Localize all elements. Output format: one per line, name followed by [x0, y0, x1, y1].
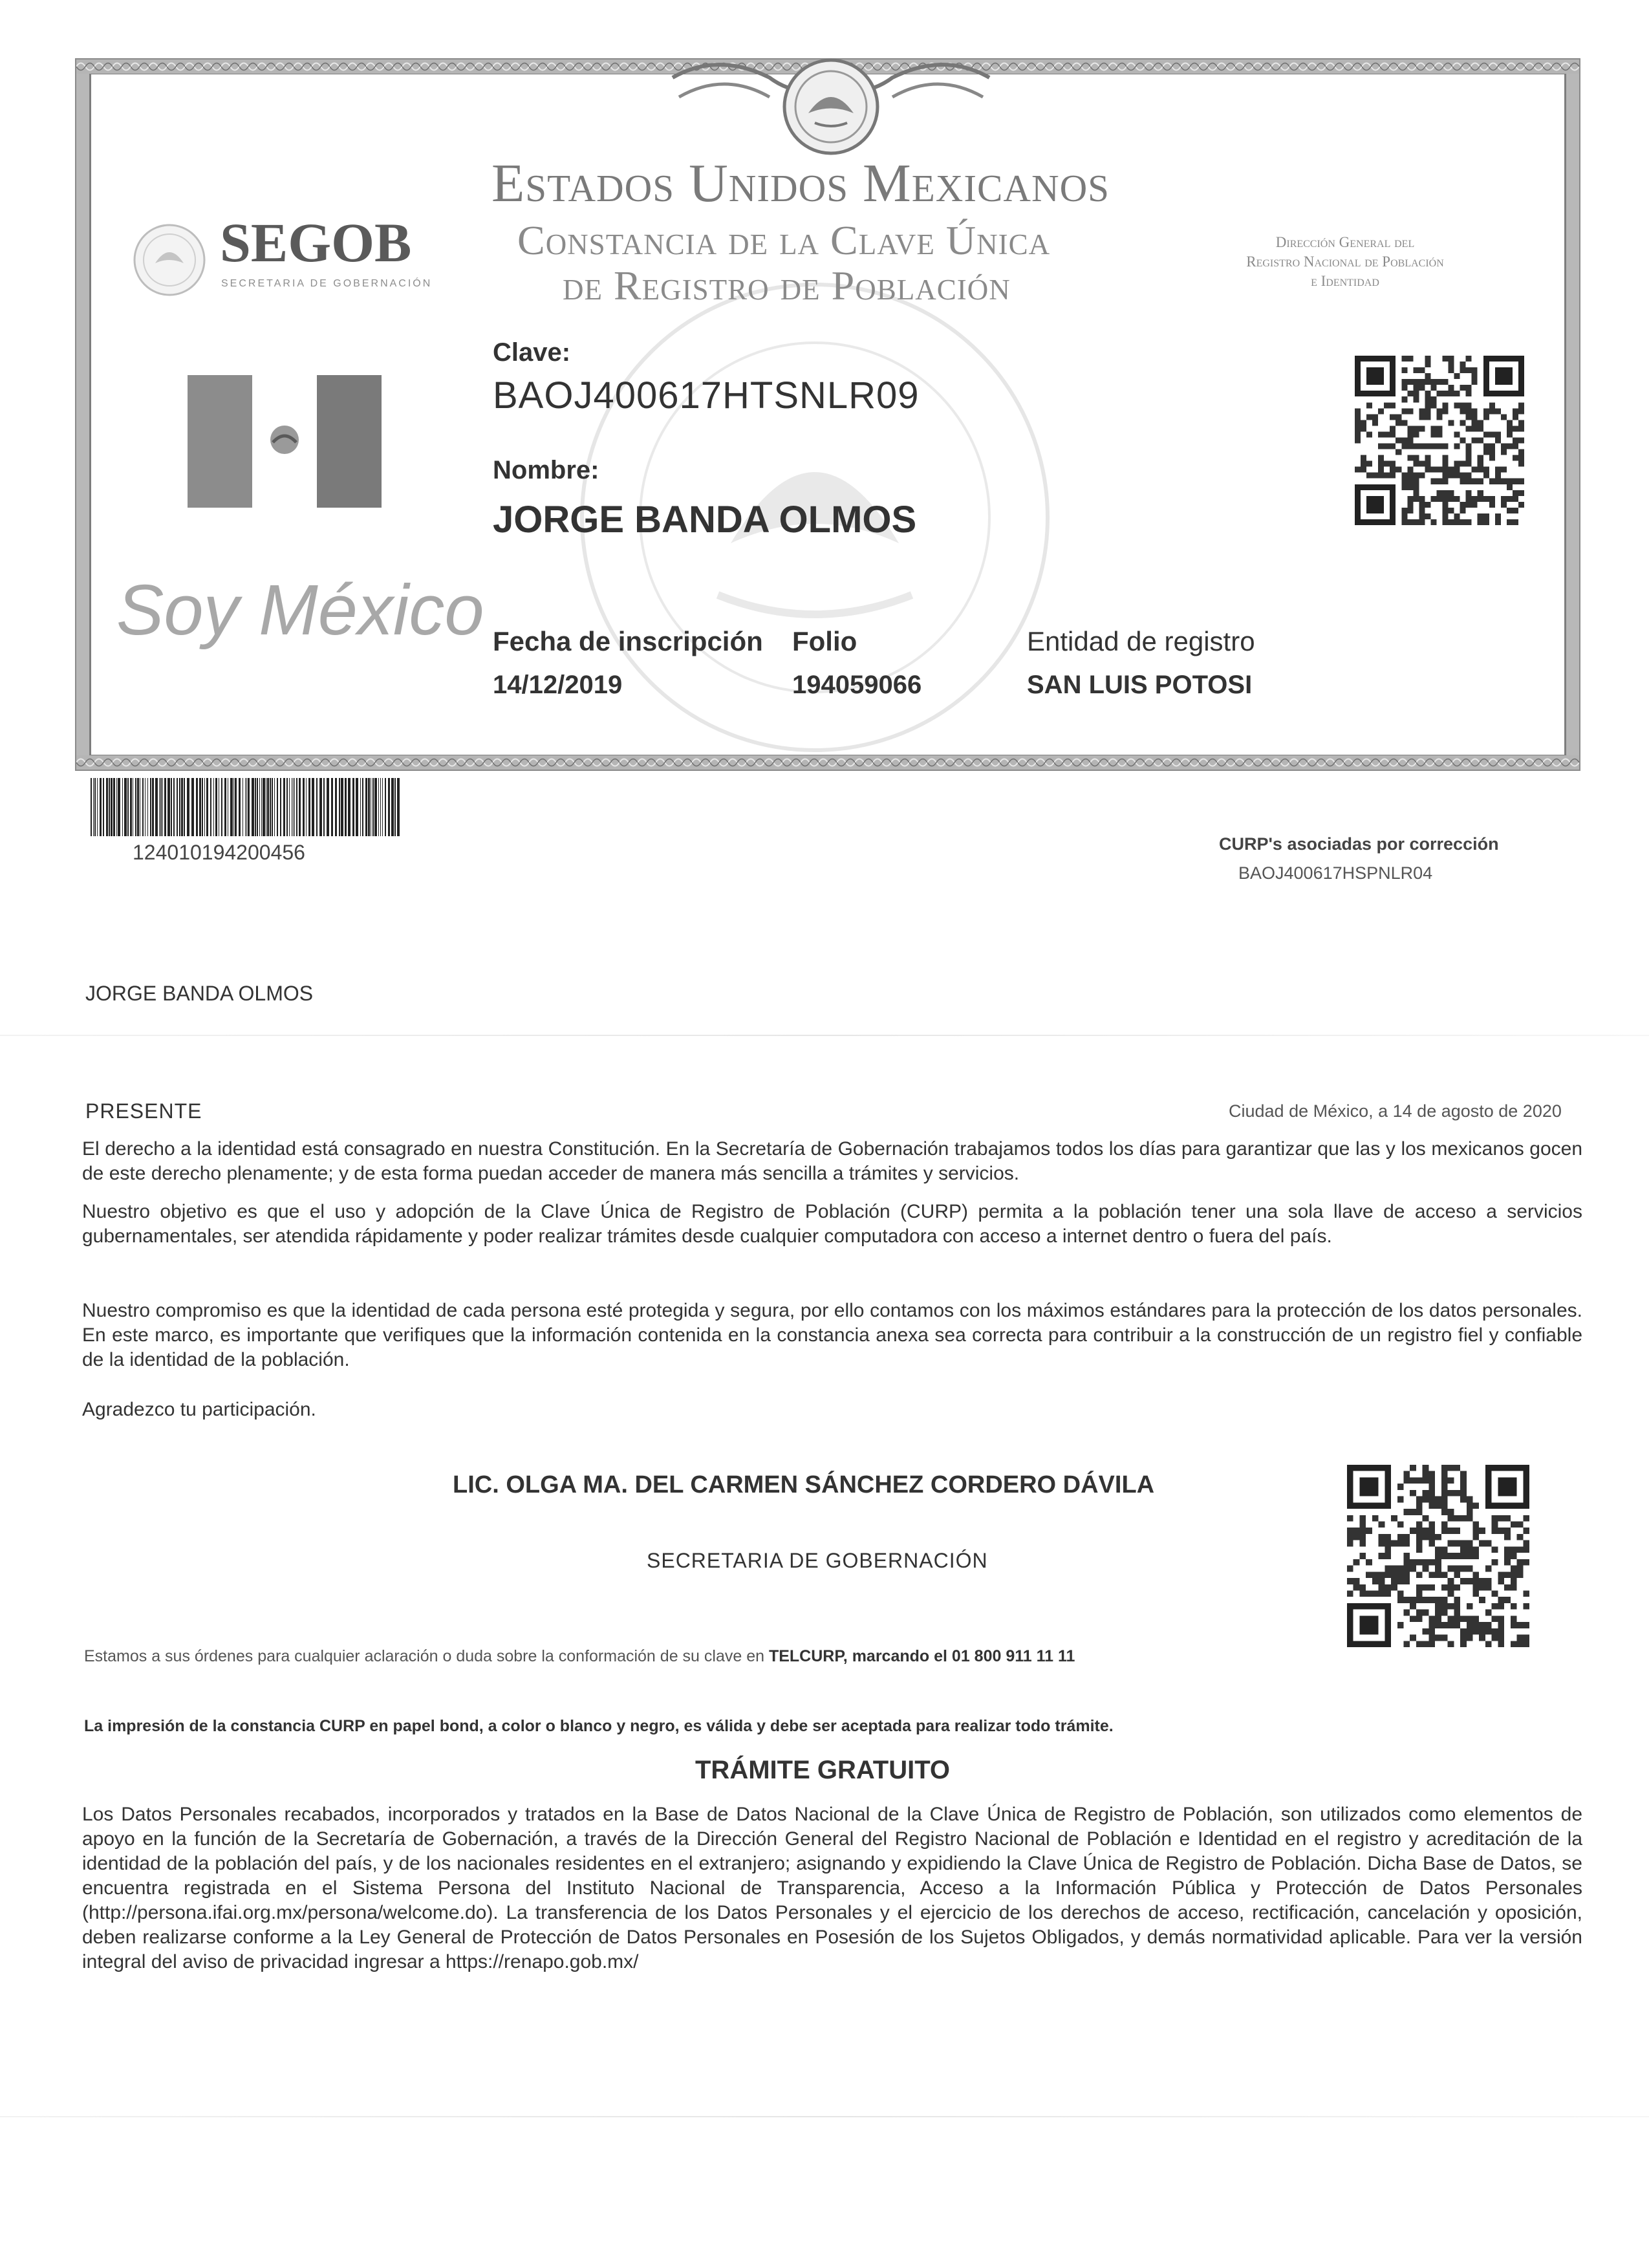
qr-code-icon — [1355, 356, 1524, 525]
direccion-line-1: Dirección General del — [1275, 234, 1415, 250]
privacy-notice: Los Datos Personales recabados, incorporados y tratados en la Base de Datos Nacional de la Clave Única de Registro de Población, son utilizados como elementos de apoyo en la función de la Secretaría de Gobernación, a través de la Dirección General del Registro Nacional de Población e Identidad en el registro y acreditación de la identidad de la población del país, y de los nacionales residentes en el extranjero; asignando y expidiendo la Clave Única de Registro de Población. Dicha Base de Datos, se encuentra registrada en el Sistema Persona del Instituto Nacional de Transparencia, Acceso a la Información Pública y Protección de Datos Personales (http://persona.ifai.org.mx/persona/welcome.do). La transferencia de los Datos Personales y el ejercicio de los derechos de acceso, rectificación, cancelación y oposición, deben realizarse conforme a la Ley General de Protección de Datos Personales en Posesión de los Sujetos Obligados, y demás normatividad aplicable. Para ver la versión integral del aviso de privacidad ingresar a https://renapo.gob.mx/ — [82, 1804, 1582, 1972]
folio-value: 194059066 — [792, 671, 922, 699]
tramite-gratuito: TRÁMITE GRATUITO — [695, 1756, 951, 1784]
fecha-inscripcion-label: Fecha de inscripción — [493, 626, 763, 656]
letter-greeting: PRESENTE — [85, 1099, 202, 1123]
letter-thanks: Agradezco tu participación. — [82, 1399, 316, 1420]
signer-name: LIC. OLGA MA. DEL CARMEN SÁNCHEZ CORDERO DÁVILA — [453, 1471, 1155, 1498]
contact-line — [84, 1647, 1075, 1666]
segob-subtitle: SECRETARIA DE GOBERNACIÓN — [221, 278, 433, 289]
nombre-label: Nombre: — [493, 456, 599, 484]
validity-notice: La impresión de la constancia CURP en papel bond, a color o blanco y negro, es válida y debe ser aceptada para realizar todo trámite. — [84, 1717, 1114, 1735]
nombre-value: JORGE BANDA OLMOS — [493, 499, 917, 541]
letter-paragraph: Nuestro objetivo es que el uso y adopción de la Clave Única de Registro de Población (CURP) permita a la población tener una sola llave de acceso a servicios gubernamentales, ser atendida rápidamente y poder realizar trámites desde cualquier computadora con acceso a internet dentro o fuera del país. — [82, 1201, 1582, 1247]
signer-title: SECRETARIA DE GOBERNACIÓN — [647, 1549, 988, 1572]
fold-line — [0, 2116, 1649, 2117]
direccion-line-2: Registro Nacional de Población — [1246, 254, 1444, 270]
letter-paragraph: El derecho a la identidad está consagrado en nuestra Constitución. En la Secretaría de Gobernación trabajamos todos los días para garantizar que las y los mexicanos gocen de este derecho plenamente; y de esta forma puedan acceder de manera más sencilla a trámites y servicios. — [82, 1138, 1582, 1184]
curp-associated-label: CURP's asociadas por corrección — [1219, 834, 1499, 854]
entidad-registro-label: Entidad de registro — [1027, 626, 1255, 656]
contact-telcurp: TELCURP, marcando el 01 800 911 11 11 — [768, 1647, 1075, 1665]
eagle-crest-icon — [666, 52, 996, 162]
barcode-number: 124010194200456 — [133, 841, 305, 864]
contact-text: Estamos a sus órdenes para cualquier aclaración o duda sobre la conformación de su clave en — [84, 1647, 765, 1665]
soy-mexico-logo: Soy México — [116, 570, 484, 650]
letter-paragraph: Nuestro compromiso es que la identidad de cada persona esté protegida y segura, por ello contamos con los máximos estándares para la protección de los datos personales. En este marco, es importante que verifiques que la información contenida en la constancia anexa sea correcta para contribuir a la construcción de un registro fiel y confiable de la identidad de la población. — [82, 1300, 1582, 1370]
document-title-line-2: de Registro de Población — [563, 263, 1011, 308]
curp-associated-value: BAOJ400617HSPNLR04 — [1238, 863, 1433, 883]
clave-value: BAOJ400617HTSNLR09 — [493, 374, 920, 416]
entidad-registro-value: SAN LUIS POTOSI — [1027, 671, 1253, 699]
barcode-icon — [91, 778, 401, 836]
document-title-line-1: Constancia de la Clave Única — [517, 217, 1051, 263]
segob-logo-text: SEGOB — [220, 211, 412, 274]
letter-recipient: JORGE BANDA OLMOS — [85, 982, 314, 1005]
qr-code-icon — [1347, 1465, 1529, 1647]
fecha-inscripcion-value: 14/12/2019 — [493, 671, 623, 699]
letter-city-date: Ciudad de México, a 14 de agosto de 2020 — [1229, 1101, 1562, 1121]
country-title: Estados Unidos Mexicanos — [491, 153, 1110, 213]
mexican-flag-icon — [188, 375, 382, 508]
folio-label: Folio — [792, 626, 857, 656]
clave-label: Clave: — [493, 338, 571, 367]
segob-seal-icon — [133, 223, 207, 297]
fold-line — [0, 1035, 1649, 1036]
direccion-line-3: e Identidad — [1311, 273, 1379, 289]
